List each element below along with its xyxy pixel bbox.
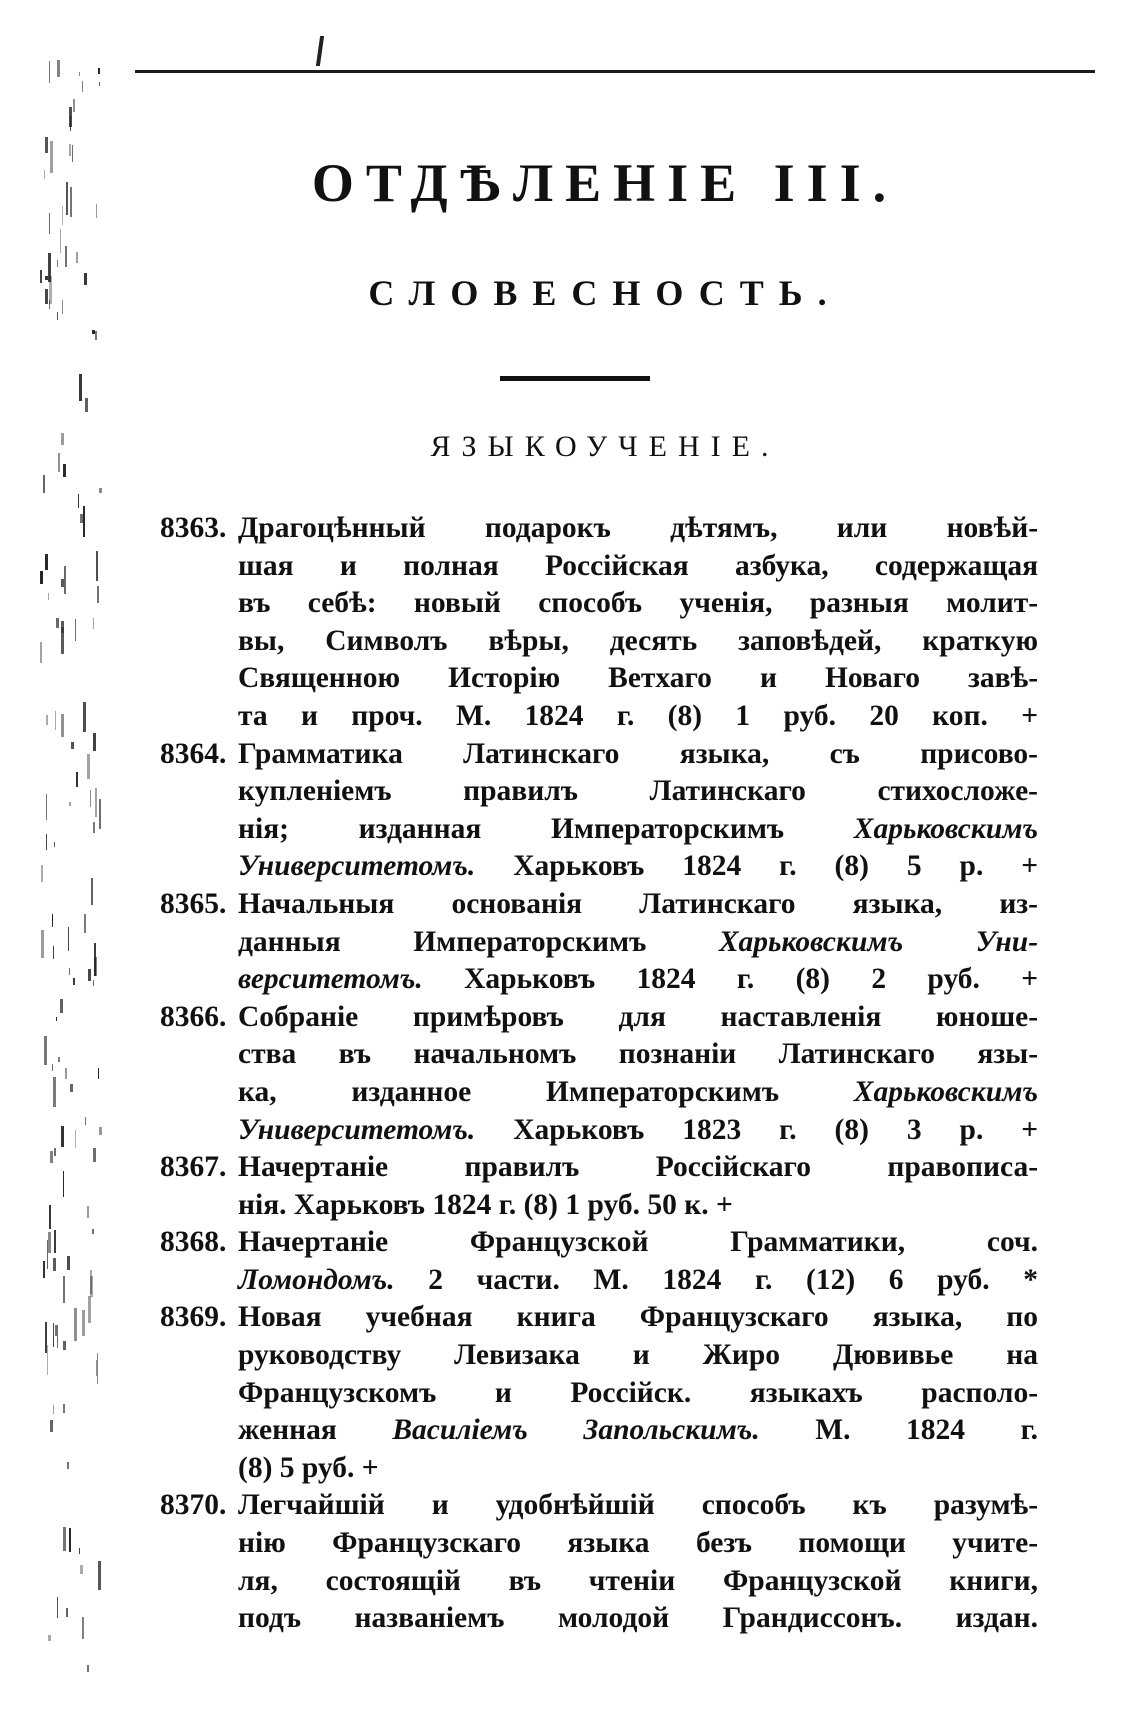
entry-number: 8363. [160,512,227,544]
entry-text-line: ства въ начальномъ познаніи Латинскаго язы- [238,1038,1038,1071]
entry-text-line: Начертаніе правилъ Россійскаго правописа- [238,1151,1038,1184]
entry-text-line: Грамматика Латинскаго языка, съ присово- [238,737,1038,770]
entry-text-line: Драгоцѣнный подарокъ дѣтямъ, или новѣй- [238,512,1038,544]
entry-text-line: (8) 5 руб. + [238,1451,379,1484]
catalog-entry [160,1487,1038,1637]
entry-text-line: верситетомъ. Харьковъ 1824 г. (8) 2 руб. + [238,963,1038,996]
catalog-entry [160,510,1038,736]
entry-text-line: данныя Императорскимъ Харьковскимъ Уни- [238,925,1038,958]
entry-text-line: женная Василіемъ Запольскимъ. М. 1824 г. [238,1414,1038,1447]
entry-text-line: въ себѣ: новый способъ ученія, разныя молит- [238,587,1038,620]
entry-text-line: Ломондомъ. 2 части. М. 1824 г. (12) 6 руб. * [238,1263,1038,1296]
entry-text-line: нію Французскаго языка безъ помощи учите- [238,1527,1038,1560]
catalog-entry [160,1149,1038,1224]
entry-text-line: нія. Харьковъ 1824 г. (8) 1 руб. 50 к. + [238,1188,733,1221]
entry-text-line: Собраніе примѣровъ для наставленія юноше- [238,1000,1038,1033]
entry-number: 8369. [160,1301,227,1334]
entry-text-line: вы, Символъ вѣры, десять заповѣдей, краткую [238,624,1038,657]
binding-edge [40,60,110,1700]
subject-title: СЛОВЕСНОСТЬ. [368,273,842,313]
catalog-entries [160,510,1038,1638]
page-mark [316,36,324,66]
entry-text-line: ка, изданное Императорскимъ Харьковскимъ [238,1075,1038,1108]
entry-number: 8367. [160,1151,227,1184]
topic-title: ЯЗЫКОУЧЕНІЕ. [430,430,780,463]
catalog-entry [160,1299,1038,1487]
entry-number: 8364. [160,737,227,770]
entry-text-line: шая и полная Россійская азбука, содержащая [238,549,1038,582]
entry-text-line: Начертаніе Французской Грамматики, соч. [238,1226,1038,1259]
entry-text-line: Новая учебная книга Французскаго языка, по [238,1301,1038,1334]
entry-text-line: Легчайшій и удобнѣйшій способъ къ разумѣ- [238,1489,1038,1522]
entry-text-line: купленіемъ правилъ Латинскаго стихосложе- [238,775,1038,808]
entry-text-line: Начальныя основанія Латинскаго языка, из- [238,887,1038,920]
separator-rule [500,376,650,381]
entry-text-line: руководству Левизака и Жиро Дювивье на [238,1339,1038,1372]
entry-text-line: нія; изданная Императорскимъ Харьковскимъ [238,812,1038,845]
section-title: ОТДѢЛЕНІЕ III. [311,153,899,213]
top-rule [135,70,1095,73]
entry-text-line: Священною Исторію Ветхаго и Новаго завѣ- [238,662,1038,695]
entry-text-line: подъ названіемъ молодой Грандиссонъ. издан. [238,1602,1038,1635]
entry-number: 8366. [160,1000,227,1033]
catalog-entry [160,999,1038,1149]
entry-text-line: Университетомъ. Харьковъ 1824 г. (8) 5 р. + [238,850,1038,883]
entry-text-line: ля, состоящій въ чтеніи Французской книги, [238,1564,1038,1597]
entry-text-line: Французскомъ и Россійск. языкахъ располо- [238,1376,1038,1409]
entry-number: 8370. [160,1489,227,1522]
catalog-entry [160,1224,1038,1299]
entry-text-line: Университетомъ. Харьковъ 1823 г. (8) 3 р. + [238,1113,1038,1146]
entry-number: 8368. [160,1226,227,1259]
catalog-entry [160,736,1038,886]
entry-text-line: та и проч. М. 1824 г. (8) 1 руб. 20 коп. + [238,699,1038,732]
entry-number: 8365. [160,887,227,920]
catalog-entry [160,886,1038,999]
